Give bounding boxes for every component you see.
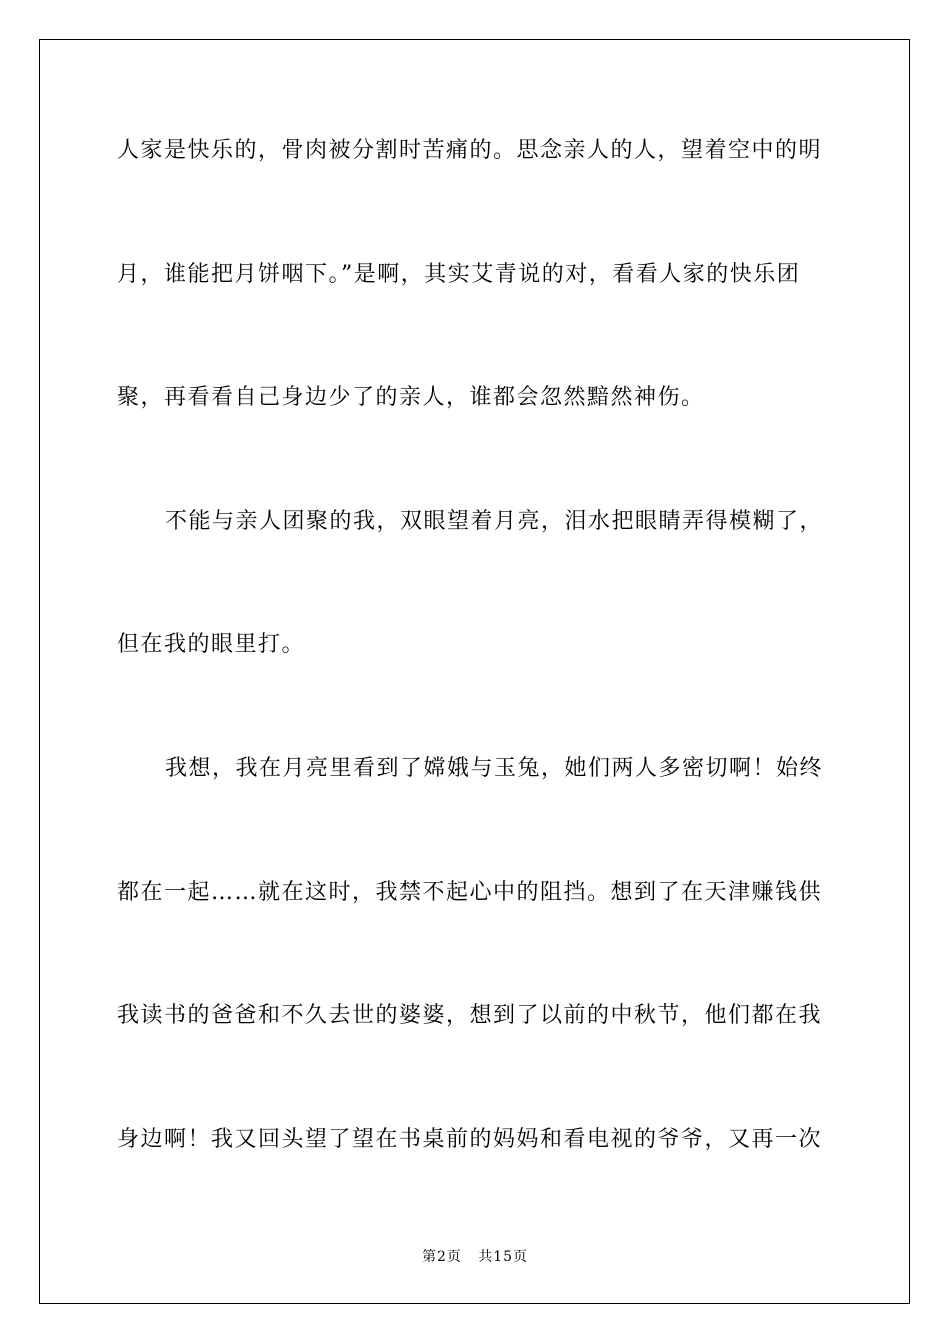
page-number-footer: 第2页 共15页 (421, 1249, 529, 1265)
document-body (117, 120, 833, 1232)
text-line: 身边啊！我又回头望了望在书桌前的妈妈和看电视的爷爷，又再一次 (117, 1126, 823, 1152)
text-line: 不能与亲人团聚的我，双眼望着月亮，泪水把眼睛弄得模糊了， (165, 508, 824, 534)
text-line: 人家是快乐的，骨肉被分割时苦痛的。思念亲人的人，望着空中的明 (117, 138, 823, 163)
text-line: 我读书的爸爸和不久去世的婆婆，想到了以前的中秋节，他们都在我 (117, 1003, 823, 1029)
text-line: 都在一起……就在这时，我禁不起心中的阻挡。想到了在天津赚钱供 (117, 879, 823, 905)
text-line: 聚，再看看自己身边少了的亲人，谁都会忽然黯然神伤。 (117, 385, 705, 411)
text-line: 我想，我在月亮里看到了嫦娥与玉兔，她们两人多密切啊！始终 (165, 755, 824, 781)
text-line: 月，谁能把月饼咽下。”是啊，其实艾青说的对，看看人家的快乐团 (117, 261, 801, 287)
text-line: 但在我的眼里打。 (117, 632, 306, 658)
